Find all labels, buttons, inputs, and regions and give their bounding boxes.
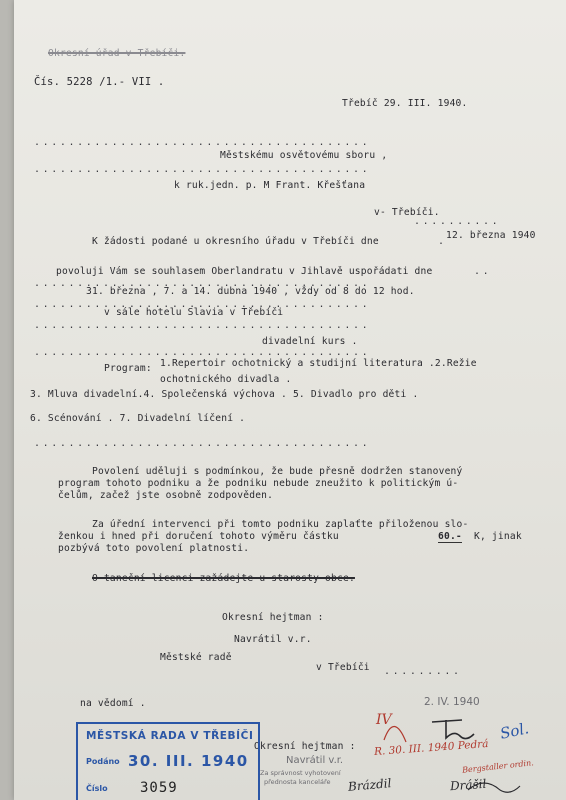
program-line-2: ochotnického divadla . [160, 374, 292, 385]
name-stamp: Navrátil v.r. [286, 755, 344, 766]
reference-number: Čís. 5228 /1.- VII . [34, 76, 165, 88]
struck-dance-licence: O taneční licenci zažádejte u starosty obce. [92, 573, 355, 584]
clerk-line-2: přednosta kanceláře [264, 778, 331, 786]
fee-line-2: ženkou i hned při doručení tohoto výměru částku [58, 531, 339, 542]
condition-line-1: Povolení uděluji s podmínkou, že bude přesně dodržen stanovený [92, 466, 463, 477]
stamp-number: 3059 [140, 780, 178, 796]
program-label: Program: [104, 363, 152, 374]
venue: v sále hotelu Slavia v Třebíči [104, 307, 284, 318]
permit-text: povoluji Vám se souhlasem Oberlandratu v Jihlavě uspořádati dne [56, 266, 433, 277]
dot-leader: ....................................... [34, 137, 371, 148]
program-line-1: 1.Repertoir ochotnický a studijní literatura .2.Režie [160, 358, 477, 369]
received-date-stamp: 2. IV. 1940 [424, 696, 480, 708]
dot-leader: ....................................... [34, 320, 371, 331]
dot-leader: . [438, 236, 446, 247]
handwritten-signature-1: Brázdil [347, 776, 392, 794]
handwritten-note-2: Bergstaller ordin. [461, 758, 535, 775]
fee-line-3: pozbývá toto povolení platnosti. [58, 543, 250, 554]
dot-leader: ....................................... [34, 164, 371, 175]
event-dates: 31. března , 7. a 14. dubna 1940 , vždy od 8 do 12 hod. [86, 286, 415, 297]
stamp-number-label: Číslo [86, 784, 108, 793]
clerk-line-1: Za správnost vyhotovení [260, 769, 341, 777]
fee-amount: 60.- [438, 531, 462, 542]
dot-leader: ....................................... [34, 299, 371, 310]
stamp-received-label: Podáno [86, 757, 120, 766]
cc-recipient: Městské radě [160, 652, 232, 663]
fee-line-1: Za úřední intervenci při tomto podniku zaplaťte přiloženou slo- [92, 519, 469, 530]
signature-title: Okresní hejtman : [222, 612, 324, 623]
dot-leader: ....................................... [34, 438, 371, 449]
dot-leader: .......... [414, 216, 501, 227]
addressee-line-1: Městskému osvětovému sboru , [220, 150, 388, 161]
fee-currency: K, jinak [474, 531, 522, 542]
handwritten-signature-2: Drášil [449, 776, 487, 794]
dot-leader: ......... [384, 666, 462, 677]
program-line-4: 6. Scénování . 7. Divadelní líčení . [30, 413, 246, 424]
handwritten-mark: IV [376, 712, 392, 728]
signature-name: Navrátil v.r. [234, 634, 312, 645]
request-text: K žádosti podané u okresního úřadu v Třebíči dne [92, 236, 379, 247]
condition-line-3: čelům, začež jste osobně zodpověden. [58, 490, 274, 501]
request-date: 12. března 1940 [446, 230, 536, 241]
document-page [14, 0, 566, 800]
place-date: Třebíč 29. III. 1940. [342, 98, 468, 109]
cc-note: na vědomí . [80, 698, 146, 709]
program-line-3: 3. Mluva divadelní.4. Společenská výchova . 5. Divadlo pro děti . [30, 389, 419, 400]
condition-line-2: program tohoto podniku a že podniku nebude zneužito k politickým ú- [58, 478, 459, 489]
handwritten-note: R. 30. III. 1940 Pedrá [373, 738, 489, 758]
stamp-date: 30. III. 1940 [128, 752, 249, 770]
stamp-title: MĚSTSKÁ RADA V TŘEBÍČI [86, 730, 254, 742]
dot-leader: .. [474, 266, 492, 277]
city-council-stamp [76, 722, 260, 800]
handwritten-scribbles [14, 0, 566, 800]
dot-leader: ....................................... [34, 347, 371, 358]
lower-hejtman: Okresní hejtman : [254, 741, 356, 752]
addressee-line-2: k ruk.jedn. p. M Frant. Křešťana [174, 180, 366, 191]
dot-leader: ....................................... [34, 278, 371, 289]
cc-place: v Třebíči [316, 662, 370, 673]
handwritten-sol: Sol. [498, 719, 531, 743]
addressee-line-3: v- Třebíči. [374, 207, 440, 218]
office-name-struck: Okresní úřad v Třebíči. [48, 48, 186, 59]
course-name: divadelní kurs . [262, 336, 358, 347]
